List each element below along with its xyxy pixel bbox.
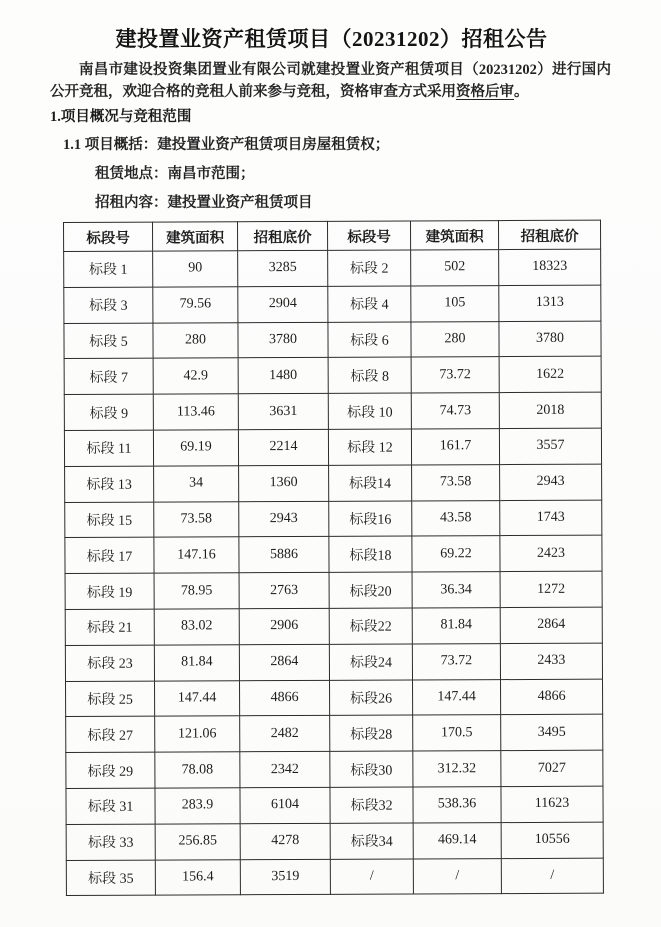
intro-underlined-text: 资格后审	[456, 84, 514, 100]
table-cell: 标段 35	[66, 860, 155, 896]
table-cell: 170.5	[413, 715, 501, 751]
table-cell: 标段 12	[328, 429, 411, 465]
table-row	[64, 249, 601, 287]
table-cell: 280	[411, 321, 499, 357]
table-cell: 2864	[500, 607, 602, 643]
table-cell: 标段 23	[65, 645, 154, 681]
table-row	[64, 392, 601, 430]
table-cell: 2018	[499, 392, 601, 428]
table-cell: 2943	[239, 501, 329, 537]
table-cell: 2904	[238, 286, 328, 322]
table-cell: 标段 21	[65, 609, 154, 645]
intro-paragraph	[50, 59, 611, 103]
table-cell: 1313	[499, 285, 601, 321]
table-cell: 1622	[499, 357, 601, 393]
table-row	[64, 357, 601, 395]
clause-value: 南昌市范围；	[167, 166, 255, 182]
table-cell: 2433	[500, 643, 602, 679]
table-cell: /	[501, 858, 603, 894]
table-cell: 83.02	[154, 609, 239, 645]
table-row	[64, 285, 601, 323]
table-cell: 标段32	[330, 787, 413, 823]
table-row	[66, 750, 603, 788]
table-cell: 43.58	[412, 500, 500, 536]
table-cell: 69.19	[153, 430, 238, 466]
table-cell: 18323	[499, 249, 601, 285]
table-cell: 标段22	[329, 608, 412, 644]
table-header-row	[64, 220, 601, 251]
document-title: 建投置业资产租赁项目（20231202）招租公告	[115, 27, 548, 51]
table-cell: 5886	[239, 537, 329, 573]
table-cell: 2943	[500, 464, 602, 500]
table-cell: 标段16	[329, 501, 412, 537]
table-row	[64, 428, 601, 466]
table-cell: 73.72	[411, 357, 499, 393]
table-cell: 73.58	[154, 501, 239, 537]
table-header-cell: 建筑面积	[410, 221, 498, 250]
table-cell: 69.22	[412, 536, 500, 572]
table-cell: 1360	[239, 465, 329, 501]
table-cell: 280	[153, 322, 238, 358]
table-header-cell: 建筑面积	[153, 222, 238, 251]
table-row	[65, 500, 602, 538]
table-cell: 标段 9	[64, 394, 153, 430]
table-row	[64, 321, 601, 359]
bid-sections-table	[63, 220, 604, 897]
table-cell: 标段 13	[65, 466, 154, 502]
table-cell: 标段28	[330, 715, 413, 751]
table-cell: 74.73	[411, 393, 499, 429]
clause-project-summary	[63, 135, 613, 155]
clause-value: 建投置业资产租赁项目房屋租赁权；	[157, 137, 390, 153]
table-head	[64, 220, 601, 251]
table-cell: 2214	[238, 429, 328, 465]
table-cell: 标段 31	[66, 788, 155, 824]
table-cell: 156.4	[155, 859, 240, 895]
table-cell: 3780	[499, 321, 601, 357]
table-cell: 1743	[500, 500, 602, 536]
clause-lease-content	[95, 193, 613, 213]
table-cell: 标段 10	[328, 393, 411, 429]
table-row	[66, 786, 603, 824]
table-header-cell: 招租底价	[498, 220, 600, 249]
table-cell: 113.46	[153, 394, 238, 430]
table-row	[66, 858, 603, 896]
table-cell: 7027	[501, 750, 603, 786]
table-row	[65, 607, 602, 645]
table-cell: 3557	[499, 428, 601, 464]
table-cell: 标段 4	[328, 286, 411, 322]
table-header-cell: 标段号	[64, 222, 153, 251]
table-cell: 标段 1	[64, 251, 153, 287]
table-row	[66, 822, 603, 860]
table-cell: 161.7	[411, 429, 499, 465]
table-cell: 标段18	[329, 536, 412, 572]
table-row	[66, 679, 603, 717]
table-cell: 标段 15	[65, 502, 154, 538]
table-cell: 标段34	[330, 823, 413, 859]
table-body	[64, 249, 604, 896]
table-header-cell: 标段号	[327, 221, 410, 250]
table-cell: 73.72	[412, 643, 500, 679]
table-cell: 标段 29	[66, 752, 155, 788]
table-cell: 6104	[240, 787, 330, 823]
clause-label: 招租内容：	[95, 195, 168, 211]
table-cell: 3495	[501, 715, 603, 751]
table-cell: 标段30	[330, 751, 413, 787]
table-cell: 标段 8	[328, 357, 411, 393]
clause-value: 建投置业资产租赁项目	[167, 195, 313, 211]
table-cell: 标段 6	[328, 322, 411, 358]
table-cell: 502	[411, 250, 499, 286]
table-cell: 标段 25	[66, 681, 155, 717]
table-cell: 147.16	[154, 537, 239, 573]
table-cell: 283.9	[155, 788, 240, 824]
table-cell: 标段 3	[64, 287, 153, 323]
intro-text-after: 。	[514, 84, 529, 100]
table-cell: 标段 5	[64, 323, 153, 359]
table-cell: 标段26	[330, 680, 413, 716]
table-cell: 3285	[238, 250, 328, 286]
table-cell: 3519	[240, 859, 330, 895]
table-cell: 标段24	[329, 644, 412, 680]
table-cell: 2906	[239, 608, 329, 644]
table-cell: /	[330, 859, 413, 895]
table-cell: 81.84	[154, 645, 239, 681]
table-cell: 538.36	[413, 787, 501, 823]
table-cell: 4278	[240, 823, 330, 859]
table-cell: 标段 27	[66, 716, 155, 752]
table-cell: 标段14	[329, 465, 412, 501]
clause-label: 租赁地点：	[95, 166, 168, 182]
intro-text-before: 南昌市建设投资集团置业有限公司就建投置业资产租赁项目（20231202）进行国内公开竞租，欢迎合格的竞租人前来参与竞租，资格审查方式采用	[50, 62, 611, 100]
table-cell: 2342	[240, 751, 330, 787]
table-cell: 469.14	[413, 822, 501, 858]
table-header-cell: 招租底价	[238, 221, 328, 250]
table-cell: 1480	[238, 358, 328, 394]
table-cell: /	[413, 858, 501, 894]
table-cell: 79.56	[153, 287, 238, 323]
table-cell: 11623	[501, 786, 603, 822]
table-row	[65, 536, 602, 574]
table-cell: 3631	[238, 394, 328, 430]
table-cell: 81.84	[412, 608, 500, 644]
table-cell: 2423	[500, 536, 602, 572]
table-cell: 标段20	[329, 572, 412, 608]
clause-lease-location	[95, 164, 613, 184]
table-cell: 256.85	[155, 823, 240, 859]
table-cell: 2864	[239, 644, 329, 680]
table-cell: 312.32	[413, 751, 501, 787]
table-cell: 标段 2	[328, 250, 411, 286]
table-row	[66, 715, 603, 753]
table-cell: 10556	[501, 822, 603, 858]
table-row	[65, 643, 602, 681]
table-cell: 78.95	[154, 573, 239, 609]
table-cell: 标段 33	[66, 824, 155, 860]
table-cell: 4866	[500, 679, 602, 715]
table-cell: 42.9	[153, 358, 238, 394]
table-cell: 标段 7	[64, 358, 153, 394]
table-cell: 标段 19	[65, 573, 154, 609]
table-cell: 90	[153, 251, 238, 287]
table-cell: 34	[154, 466, 239, 502]
table-cell: 1272	[500, 571, 602, 607]
table-cell: 2763	[239, 573, 329, 609]
table-cell: 121.06	[155, 716, 240, 752]
table-cell: 3780	[238, 322, 328, 358]
table-cell: 147.44	[412, 679, 500, 715]
table-cell: 标段 11	[64, 430, 153, 466]
table-cell: 标段 17	[65, 537, 154, 573]
table-cell: 105	[411, 285, 499, 321]
table-cell: 147.44	[155, 680, 240, 716]
section-heading: 1.项目概况与竞租范围	[50, 109, 192, 125]
table-cell: 36.34	[412, 572, 500, 608]
table-cell: 78.08	[155, 752, 240, 788]
clause-label: 1.1 项目概括：	[63, 137, 158, 153]
table-cell: 4866	[240, 680, 330, 716]
table-row	[65, 571, 602, 609]
table-cell: 2482	[240, 716, 330, 752]
table-row	[65, 464, 602, 502]
table-cell: 73.58	[412, 464, 500, 500]
